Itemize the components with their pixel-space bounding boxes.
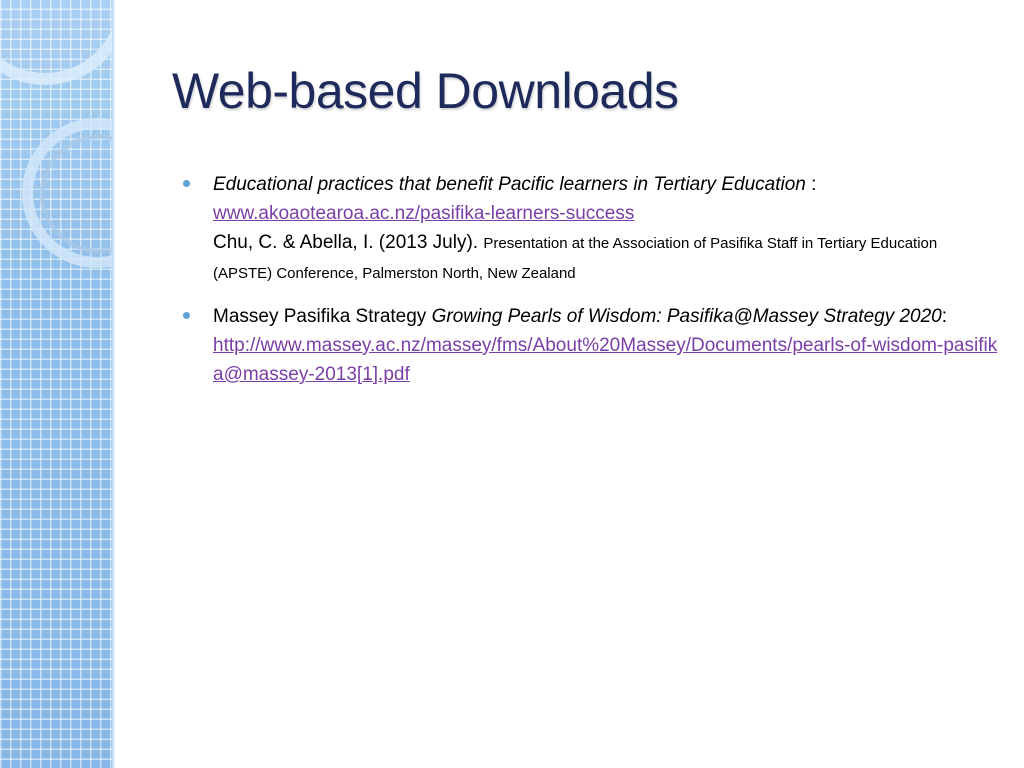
strategy-title-line <box>213 302 998 331</box>
citation-line <box>213 228 998 288</box>
strategy-link-line <box>213 331 998 389</box>
decorative-grid-band <box>0 0 114 768</box>
bullet-dot-icon <box>183 180 190 187</box>
band-edge <box>112 0 115 768</box>
strategy-link[interactable]: http://www.massey.ac.nz/massey/fms/About%20Massey/Documents/pearls-of-wisdom-pasifika@massey-2013[1].pdf <box>213 335 998 385</box>
citation-authors: Chu, C. & Abella, I. (2013 July). <box>213 232 484 253</box>
bullet-dot-icon <box>183 312 190 319</box>
strategy-title: Growing Pearls of Wisdom: Pasifika@Massey Strategy 2020 <box>431 306 942 327</box>
resource-link[interactable]: www.akoaotearoa.ac.nz/pasifika-learners-success <box>213 203 635 224</box>
resource-title: Educational practices that benefit Pacific learners in Tertiary Education <box>213 174 806 195</box>
bullet-item <box>183 302 998 389</box>
decorative-ring <box>0 0 114 85</box>
resource-link-line <box>213 199 998 228</box>
slide-title: Web-based Downloads <box>172 63 679 119</box>
resource-title-suffix: : <box>805 174 817 195</box>
strategy-title-suffix: : <box>941 306 948 327</box>
resource-title-line <box>213 170 998 199</box>
strategy-prefix: Massey Pasifika Strategy <box>213 306 432 327</box>
citation-detail: Presentation at the Association of Pasifika Staff in Tertiary Education (APSTE) Conference, Palmerston North, New Zealand <box>213 235 938 282</box>
bullet-list <box>183 170 998 403</box>
bullet-item <box>183 170 998 288</box>
